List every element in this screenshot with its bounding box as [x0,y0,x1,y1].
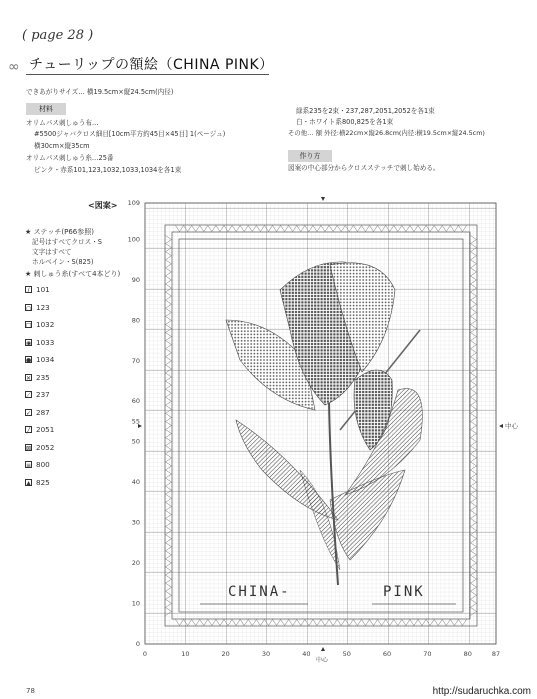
materials-line-4: オリムパス刺しゅう糸…25番 [26,154,114,162]
legend-code: 101 [36,285,50,294]
legend-code: 237 [36,390,50,399]
materials-line-5: ピンク・赤系101,123,1032,1033,1034を各1束 [34,166,182,174]
legend-code: 1034 [36,355,55,364]
diag-symbol-icon: ⟋ [26,392,31,399]
bottom-center-label: 中心 [316,657,329,664]
triangle-symbol-icon: ▲ [26,479,31,487]
chart-word-china: CHINA- [228,584,291,600]
chart-heading: <図案> [88,201,118,210]
materials-line-3: 横30cm×縦35cm [34,142,90,150]
y-tick-label: 109 [127,199,140,207]
stitch-note-4: ホルベイン・S(825) [32,258,94,266]
materials-right-2: 白・ホワイト系800,825を各1束 [296,118,394,126]
size-line: できあがりサイズ… 横19.5cm×縦24.5cm(内径) [26,88,174,96]
page-title: チューリップの額絵（CHINA PINK） [29,57,274,73]
x-tick-label: 60 [382,650,392,658]
legend-code: 2051 [36,425,55,434]
y-tick-label: 30 [131,518,140,527]
x-tick-label: 50 [342,650,351,658]
legend-code: 800 [36,460,50,469]
y-axis-ticks [128,199,140,648]
x-tick-label: 30 [261,650,271,658]
stitch-note-1: ★ ステッチ(P66参照) [25,228,94,236]
x-symbol-icon: ✕ [26,374,32,382]
thin-diag-symbol-icon: ╱ [26,427,31,434]
top-center-arrow [321,197,325,201]
square-symbol-icon: □ [26,322,32,329]
bottom-center-arrow [321,647,325,651]
y-tick-label: 20 [131,559,140,568]
slash-symbol-icon: / [25,286,32,293]
y-tick-label: 90 [131,275,140,284]
chart-word-pink: PINK [383,584,425,600]
y-tick-label: 0 [135,640,140,648]
y-tick-label: 60 [131,397,140,406]
x-tick-label: 0 [142,650,148,658]
method-text: 図案の中心部分からクロスステッチで刺し始める。 [288,164,440,172]
legend-code: 1033 [36,337,55,347]
materials-line-1: オリムパス刺しゅう布… [26,119,99,127]
x-tick-label: 80 [463,650,472,658]
materials-tag: 材料 [26,103,66,115]
materials-right-3: その他… 額 外径:横22cm×縦26.8cm(内径:横19.5cm×縦24.5cm) [288,129,485,137]
x-tick-label: 10 [181,650,190,658]
materials-right-1: 緑系235を2束・237,287,2051,2052を各1束 [296,107,435,115]
method-tag: 作り方 [288,150,332,162]
thread-heading: ★ 刺しゅう糸(すべて4本どり) [25,270,121,278]
x-tick-label: 20 [221,650,230,658]
x-tick-label: 70 [423,650,432,658]
check-symbol-icon: ✓ [26,409,32,417]
decorative-swirl-icon: ∞ [8,59,20,75]
y-tick-label: 70 [131,356,140,365]
dot-symbol-icon: ● [26,357,32,364]
stitch-note-2: 記号はすべてクロス・S [32,238,102,246]
right-center-arrow [499,424,503,428]
circle-symbol-icon: ○ [26,304,32,312]
y-tick-label: 10 [131,599,140,608]
legend-code: 287 [36,407,50,417]
watermark-url: http://sudaruchka.com [432,686,531,697]
y-tick-label: 40 [131,478,140,487]
legend-code: 1032 [36,320,55,329]
page-label: ( page 28 ) [22,28,94,43]
materials-line-2: #5500ジャバクロス細目[10cm平方約45目×45目] 1(ページュ) [34,130,226,138]
y-tick-label: 80 [131,316,140,325]
legend-code: 123 [36,302,50,312]
stitch-note-3: 文字はすべて [32,248,72,256]
y-tick-label: 50 [131,437,140,446]
legend-code: 235 [36,372,50,382]
bars-symbol-icon: ≡ [26,462,32,469]
x-tick-label: 40 [302,650,311,658]
y-tick-label: 100 [127,235,140,244]
xdot-symbol-icon: ⊠ [26,444,32,452]
x-tick-label: 87 [491,650,501,658]
y-tick-label: 55 [131,417,140,426]
right-center-label: 中心 [505,422,518,430]
page-number: 78 [26,687,35,695]
legend-code: 2052 [36,442,55,452]
dotcircle-symbol-icon: ◉ [26,339,32,347]
legend-code: 825 [36,477,50,487]
